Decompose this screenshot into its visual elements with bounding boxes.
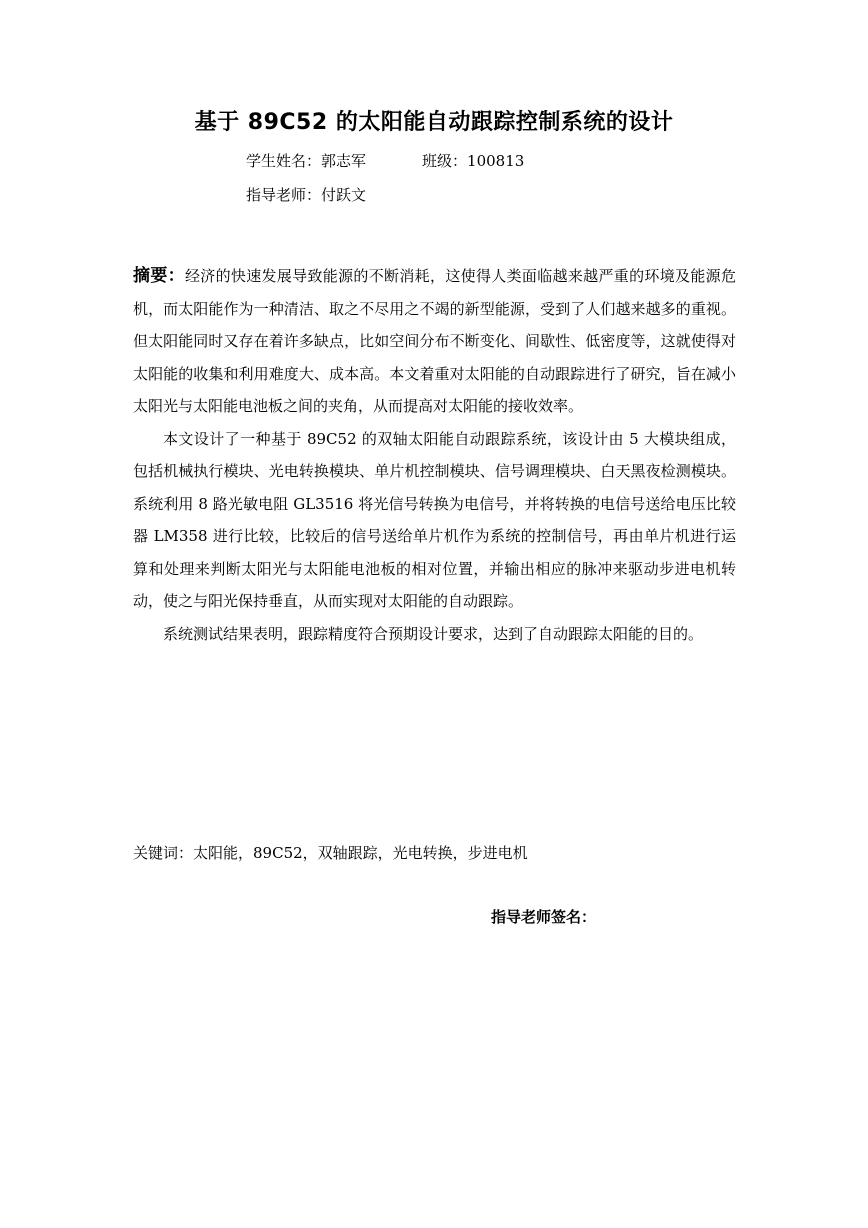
class-value: 100813 [467, 152, 525, 170]
abstract-section [133, 260, 736, 650]
keywords-label: 关键词： [133, 844, 194, 862]
abstract-paragraph-1 [133, 260, 736, 423]
keywords-value: 太阳能，89C52，双轴跟踪，光电转换，步进电机 [193, 844, 528, 862]
advisor-signature-label: 指导老师签名： [491, 908, 597, 926]
student-name: 郭志军 [321, 152, 367, 170]
student-info [246, 150, 524, 171]
class-label: 班级： [422, 152, 468, 170]
student-name-label: 学生姓名： [246, 152, 322, 170]
abstract-paragraph-3: 系统测试结果表明，跟踪精度符合预期设计要求，达到了自动跟踪太阳能的目的。 [163, 624, 704, 643]
abstract-paragraph-2: 本文设计了一种基于 89C52 的双轴太阳能自动跟踪系统，该设计由 5 大模块组成，包括机械执行模块、光电转换模块、单片机控制模块、信号调理模块、白天黑夜检测模块。系统利用 8 路光敏电阻 GL3516 将光信号转换为电信号，并将转换的电信号送给电压比较器 LM358 进行比较，比较后的信号送给单片机作为系统的控制信号，再由单片机进行运算和处理来判断太阳光与太阳能电池板的相对位置，并输出相应的脉冲来驱动步进电机转动，使之与阳光保持垂直，从而实现对太阳能的自动跟踪。 [133, 429, 736, 610]
abstract-label: 摘要： [133, 266, 185, 286]
page-title: 基于 89C52 的太阳能自动跟踪控制系统的设计 [194, 110, 674, 135]
abstract-text-1: 经济的快速发展导致能源的不断消耗，这使得人类面临越来越严重的环境及能源危机，而太阳能作为一种清洁、取之不尽用之不竭的新型能源，受到了人们越来越多的重视。但太阳能同时又存在着许多缺点，比如空间分布不断变化、间歇性、低密度等，这就使得对太阳能的收集和利用难度大、成本高。本文着重对太阳能的自动跟踪进行了研究，旨在减小太阳光与太阳能电池板之间的夹角，从而提高对太阳能的接收效率。 [133, 267, 736, 415]
keywords-line [133, 842, 528, 863]
advisor-name: 付跃文 [321, 186, 367, 204]
advisor-label: 指导老师： [246, 186, 322, 204]
advisor-info [246, 184, 366, 205]
